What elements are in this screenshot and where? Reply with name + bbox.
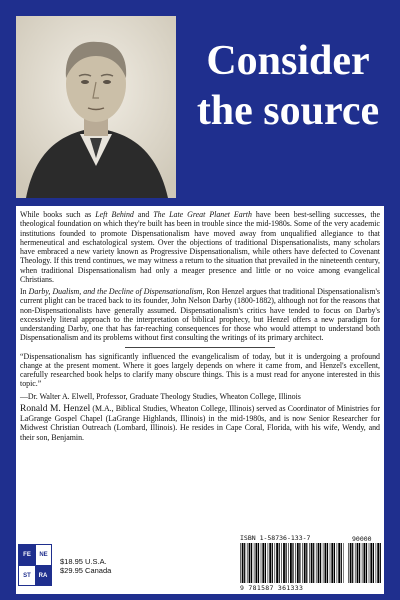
p1-text-c: and xyxy=(133,210,154,219)
logo-quadrant-4: RA xyxy=(35,565,51,585)
price-barcode xyxy=(348,543,382,583)
isbn-barcode xyxy=(240,543,344,583)
logo-quadrant-2: NE xyxy=(35,545,51,565)
text-panel xyxy=(16,206,384,594)
book-title-left-behind: Left Behind xyxy=(95,210,134,219)
endorsement-attribution: —Dr. Walter A. Elwell, Professor, Graduate Theology Studies, Wheaton College, Illinois xyxy=(20,391,301,401)
logo-quadrant-1: FE xyxy=(19,545,35,565)
author-name: Ronald M. Henzel xyxy=(20,403,91,414)
isbn-label: ISBN 1-58736-133-7 xyxy=(240,534,311,542)
author-bio xyxy=(20,404,380,442)
divider-rule xyxy=(125,347,275,348)
title-line-2: the source xyxy=(196,88,380,134)
footer-area xyxy=(16,534,384,594)
p2-text-c: , Ron Henzel argues that traditional Dispensationalism's current plight can be traced back to its founder, John Nelson Darby (1800-1882), although not for the reasons that non-Dispensationalists have generally assumed. Dispensationalism's critics have tended to focus on Darby's excessively literal approach to the interpretation of biblical prophecy, but Henzel offers a new paradigm for understanding Darby, one that has far-reaching consequences for those who would attempt to understand both Dispensationalism and its problems without first consulting the writings of its primary architect. xyxy=(20,287,380,343)
portrait-image xyxy=(16,16,176,198)
price-canada: $29.95 Canada xyxy=(60,565,112,575)
book-title-darby: Darby, Dualism, and the Decline of Dispensationalism xyxy=(28,287,203,296)
blurb-body xyxy=(20,210,380,445)
p1-text-e: have been best-selling successes, the theological foundation on which they're built has been in trouble since the mid-1980s. Some of the very academic institutions founded to promote Dispensationalism have moved away from unqualified allegiance to that hermeneutical and eschatological system. Over the objections of traditional Dispensationalists, many scholars have embraced a new variety known as Progressive Dispensationalism, while others have defected to Covenant Theology. If this trend continues, we may witness a return to the situation that prevailed in the nineteenth century, when traditional Dispensationalism had only a meager presence and little or no voice among evangelical Christians. xyxy=(20,210,380,284)
barcode-number: 9 781587 361333 xyxy=(240,584,304,592)
paragraph-1 xyxy=(20,210,380,284)
book-title-late-great: The Late Great Planet Earth xyxy=(153,210,252,219)
p1-text-a: While books such as xyxy=(20,210,96,219)
endorsement-quote: “Dispensationalism has significantly influenced the evangelicalism of today, but it is undergoing a profound change at the present moment. Where it goes largely depends on where it came from, and Henzel's excellent, carefully researched book helps to clarify many obscure things. This is a must read for anyone interested in this topic.” xyxy=(20,351,380,389)
cover-title xyxy=(188,36,388,136)
price-list xyxy=(60,558,111,575)
price-usa: $18.95 U.S.A. xyxy=(60,557,107,566)
author-portrait xyxy=(16,16,176,198)
barcode-area xyxy=(240,534,384,594)
header-area xyxy=(0,0,400,206)
author-bio-text: (M.A., Biblical Studies, Wheaton College, Illinois) served as Coordinator of Ministries for LaGrange Gospel Chapel (LaGrange Highlands, Illinois) in the mid-1980s, and is now Senior Researcher for Midwest Christian Outreach (Lombard, Illinois). He resides in Cape Coral, Florida, with his wife, Wendy, and their son, Benjamin. xyxy=(20,403,380,442)
publisher-logo xyxy=(18,544,52,586)
title-line-1: Consider xyxy=(206,38,370,84)
logo-quadrant-3: ST xyxy=(19,565,35,585)
price-code-label: 90000 xyxy=(352,535,372,543)
p2-text-a: In xyxy=(20,287,29,296)
paragraph-2 xyxy=(20,287,380,343)
